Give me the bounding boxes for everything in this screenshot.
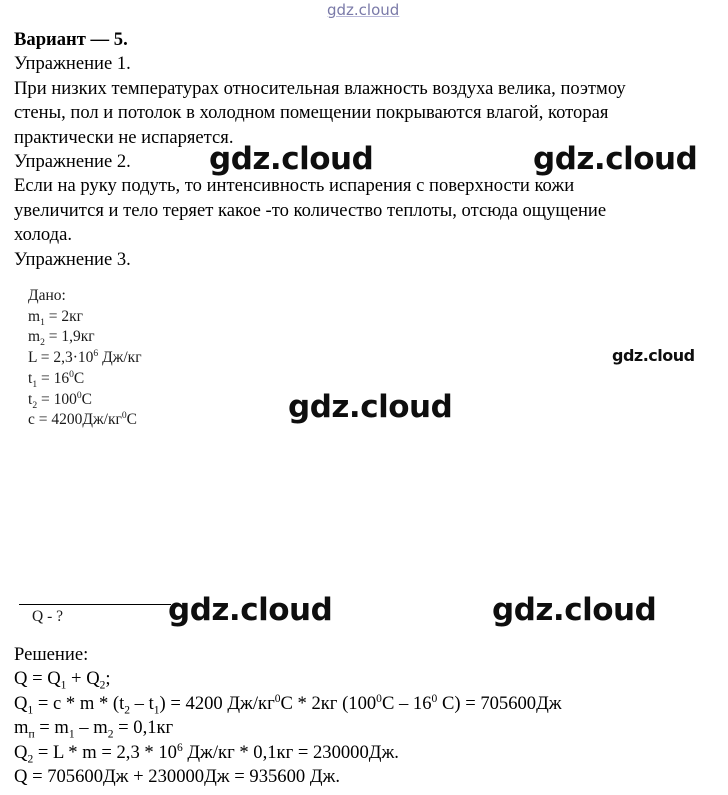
- given-label: Дано:: [28, 287, 66, 304]
- solution-block: [14, 643, 562, 789]
- given-block: [28, 286, 142, 431]
- exercise-2-line: холода.: [14, 224, 73, 246]
- exercise-1-line: стены, пол и потолок в холодном помещении покрываются влагой, которая: [14, 102, 609, 124]
- given-t1: $t_1 = 16^0C$: [28, 368, 85, 390]
- variant-title: Вариант — 5.: [14, 29, 128, 50]
- solution-line-2: $Q_1 = c * m * (t_2 - t_1) = 4200$ $Дж/кг^0С * 2кг$ ($100^0С - 16^0$ С) = 705600Дж: [14, 692, 562, 717]
- watermark: gdz.cloud: [492, 592, 657, 628]
- watermark: gdz.cloud: [533, 141, 698, 177]
- solution-line-5: Q = 705600Дж + 230000Дж = 935600 Дж.: [14, 766, 341, 788]
- unknown-quantity: Q - ?: [32, 608, 63, 625]
- exercise-1-label: Упражнение 1.: [14, 53, 131, 75]
- solution-line-3: $m_п = m_1 - m_2 = 0,1кг$: [14, 717, 174, 741]
- solution-line-1: $Q = Q_1 + Q_2$;: [14, 668, 111, 693]
- watermark: gdz.cloud: [612, 346, 695, 365]
- given-L: $L = 2,3\cdot 10^6$ Дж/кг: [28, 347, 142, 367]
- exercise-2-label: Упражнение 2.: [14, 151, 131, 173]
- given-t2: $t_2 = 100^0C$: [28, 389, 92, 411]
- watermark: gdz.cloud: [168, 592, 333, 628]
- exercise-1-line: При низких температурах относительная влажность воздуха велика, поэтмоу: [14, 77, 626, 99]
- solution-line-4: $Q_2 = L * m = 2,3 * 10^6$ Дж/кг * 0,1кг = 230000Дж.: [14, 741, 399, 766]
- given-c: $c = 4200Дж/кг^0C$: [28, 410, 137, 429]
- solution-label: Решение:: [14, 644, 89, 665]
- exercise-2-line: Если на руку подуть, то интенсивность испарения с поверхности кожи: [14, 175, 575, 197]
- exercise-2-line: увеличится и тело теряет какое -то количество теплоты, отсюда ощущение: [14, 199, 607, 221]
- watermark: gdz.cloud: [288, 389, 453, 425]
- watermark: gdz.cloud: [209, 141, 374, 177]
- exercise-1-line: практически не испаряется.: [14, 126, 234, 148]
- exercise-3-label: Упражнение 3.: [14, 248, 131, 270]
- given-divider: [19, 604, 171, 605]
- given-m1: $m_1 = 2кг$: [28, 307, 83, 328]
- given-m2: $m_2 = 1,9кг$: [28, 328, 95, 349]
- site-link[interactable]: gdz.cloud: [327, 1, 400, 19]
